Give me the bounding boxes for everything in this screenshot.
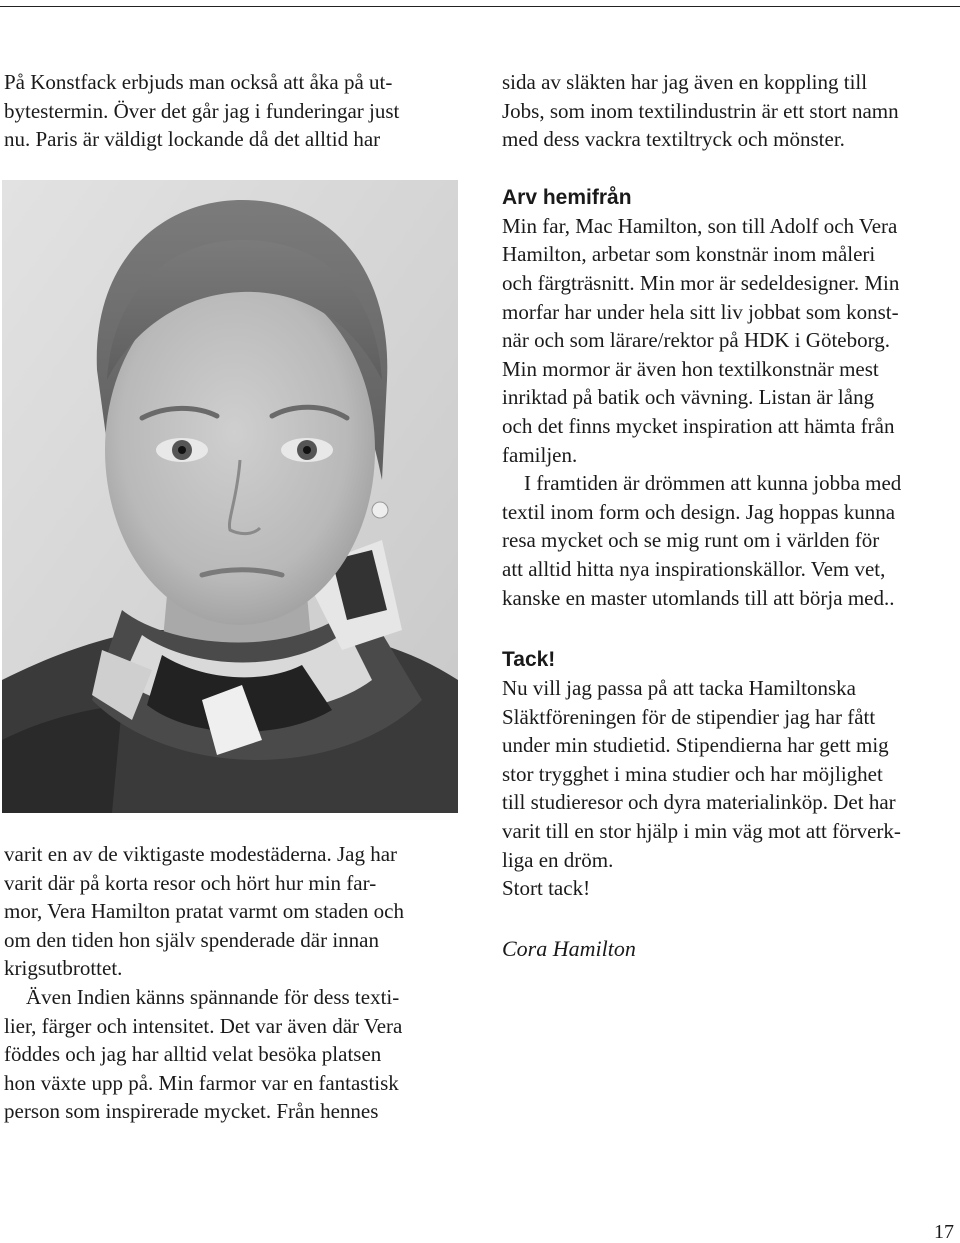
text-line: med dess vackra textiltryck och mönster. [502, 127, 845, 152]
top-rule [0, 6, 960, 7]
text-line: Nu vill jag passa på att tacka Hamiltonska [502, 676, 856, 701]
text-line: varit en av de viktigaste modestäderna. Jag har [4, 842, 398, 866]
text-line: att alltid hitta nya inspirationskällor. Vem vet, [502, 556, 886, 581]
text-line: föddes och jag har alltid velat besöka platsen [4, 1042, 382, 1067]
text-line: om den tiden hon själv spenderade där innan [4, 927, 379, 952]
text-line: stor trygghet i mina studier och har möjlighet [502, 761, 883, 786]
text-line: kanske en master utomlands till att börja med.. [502, 585, 895, 610]
text-line: inriktad på batik och vävning. Listan är lång [502, 385, 875, 410]
text-line: person som inspirerade mycket. Från hennes [4, 1099, 379, 1124]
text-line: under min studietid. Stipendierna har gett mig [502, 733, 889, 758]
text-line: och färgträsnitt. Min mor är sedeldesigner. Min [502, 270, 900, 295]
left-column-bottom-text [4, 840, 456, 1126]
text-line: när och som lärare/rektor på HDK i Göteborg. [502, 328, 890, 353]
text-line: krigsutbrottet. [4, 956, 123, 981]
section-heading-arv-hemifran: Arv hemifrån [502, 185, 632, 209]
text-line: mor, Vera Hamilton pratat varmt om staden och [4, 899, 404, 924]
paragraph [4, 983, 456, 1126]
text-line: morfar har under hela sitt liv jobbat som konst- [502, 299, 899, 324]
page-number: 17 [934, 1221, 954, 1243]
signature: Cora Hamilton [502, 935, 636, 961]
text-line: lier, färger och intensitet. Det var även där Vera [4, 1013, 403, 1038]
text-line: liga en dröm. [502, 847, 614, 872]
left-column-top-text [4, 68, 452, 154]
text-line: Min mormor är även hon textilkonstnär mest [502, 356, 879, 381]
paragraph [502, 68, 954, 154]
text-line: sida av släkten har jag även en koppling till [502, 70, 868, 94]
text-line: och det finns mycket inspiration att hämta från [502, 413, 895, 438]
paragraph [502, 469, 954, 612]
text-line: Stort tack! [502, 876, 591, 901]
text-line: till studieresor och dyra materialinköp. Det har [502, 790, 896, 815]
text-line: Även Indien känns spännande för dess texti- [26, 984, 400, 1009]
text-line: varit till en stor hjälp i min väg mot att förverk- [502, 819, 901, 844]
text-line: Jobs, som inom textilindustrin är ett stort namn [502, 98, 899, 123]
text-line: Min far, Mac Hamilton, son till Adolf och Vera [502, 213, 898, 238]
text-line: På Konstfack erbjuds man också att åka på ut- [4, 70, 393, 94]
portrait-photo [2, 180, 458, 813]
text-line: I framtiden är drömmen att kunna jobba med [524, 471, 902, 496]
section-heading-tack: Tack! [502, 648, 556, 672]
text-line: textil inom form och design. Jag hoppas kunna [502, 499, 896, 524]
text-line: resa mycket och se mig runt om i världen för [502, 528, 880, 553]
paragraph [502, 674, 954, 903]
paragraph [502, 212, 954, 469]
text-line: Hamilton, arbetar som konstnär inom måleri [502, 242, 876, 267]
text-line: familjen. [502, 442, 578, 467]
right-column-text [502, 68, 954, 963]
text-line: hon växte upp på. Min farmor var en fantastisk [4, 1070, 399, 1095]
text-line: varit där på korta resor och hört hur min far- [4, 870, 377, 895]
text-line: bytestermin. Över det går jag i funderingar just [4, 98, 400, 123]
paragraph [4, 840, 456, 983]
text-line: nu. Paris är väldigt lockande då det alltid har [4, 127, 381, 152]
text-line: Släktföreningen för de stipendier jag har fått [502, 704, 876, 729]
